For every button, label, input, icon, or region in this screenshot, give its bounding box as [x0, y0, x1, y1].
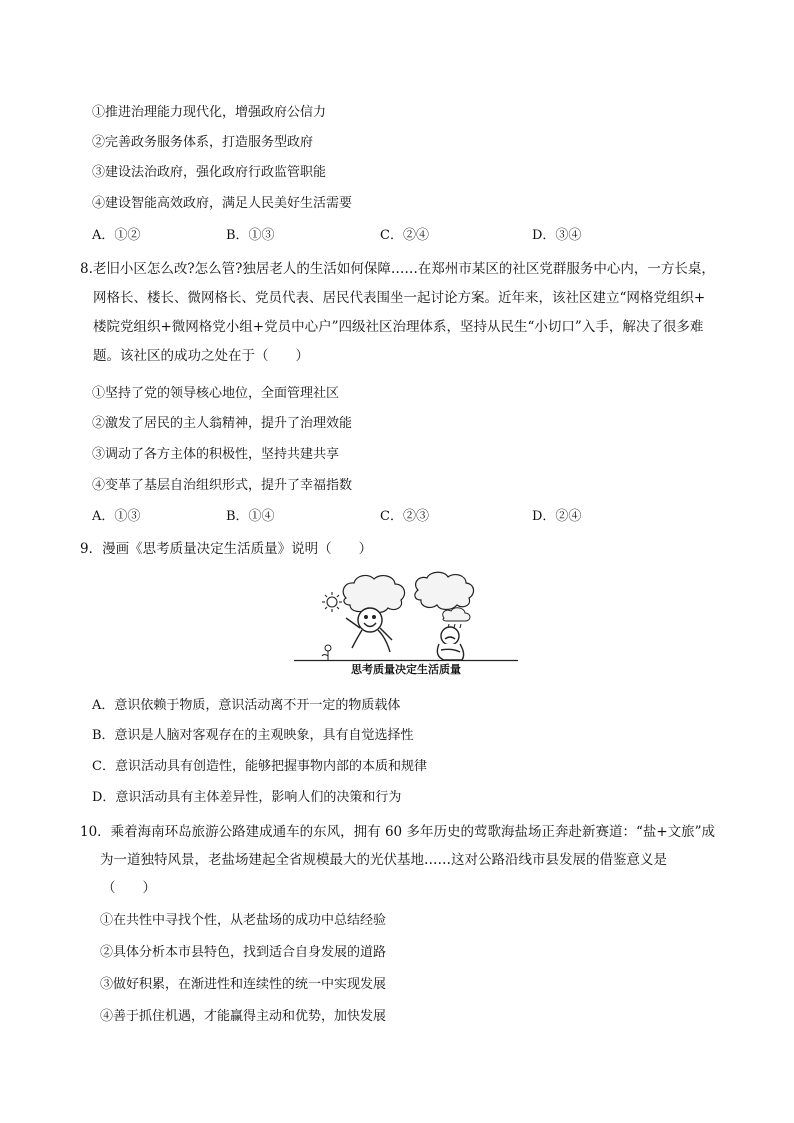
- right-cloud-icon: [415, 572, 474, 609]
- q8-option-b[interactable]: B．①④: [226, 509, 275, 524]
- q8-stem-line-4: 题。该社区的成功之处在于（ ）: [93, 348, 309, 364]
- sad-person-icon: [437, 627, 463, 660]
- q7-statement-3: ③建设法治政府，强化政府行政监管职能: [92, 165, 327, 180]
- rain-cloud-icon: [443, 608, 470, 628]
- q8-statement-4: ④变革了基层自治组织形式，提升了幸福指数: [92, 478, 353, 493]
- q8-stem-line-2: 网格长、楼长、微网格长、党员代表、居民代表围坐一起讨论方案。近年来，该社区建立“网格党组织+: [93, 290, 706, 306]
- q9-option-a[interactable]: A．意识依赖于物质，意识活动离不开一定的物质载体: [92, 698, 401, 713]
- q9-option-c[interactable]: C．意识活动具有创造性，能够把握事物内部的本质和规律: [92, 759, 427, 774]
- q7-option-d[interactable]: D．③④: [532, 228, 582, 243]
- left-cloud-icon: [343, 576, 404, 613]
- sun-icon: [322, 592, 342, 612]
- q10-statement-1: ①在共性中寻找个性，从老盐场的成功中总结经验: [100, 913, 387, 928]
- q8-options: [92, 508, 612, 526]
- q10-stem-line-1: 10．乘着海南环岛旅游公路建成通车的东风，拥有 60 多年历史的莺歌海盐场正奔赴新赛道：“盐+文旅”成: [80, 824, 716, 840]
- q8-statement-2: ②激发了居民的主人翁精神，提升了治理效能: [92, 416, 353, 431]
- q8-option-a[interactable]: A．①③: [92, 509, 141, 524]
- q7-option-b[interactable]: B．①③: [226, 228, 275, 243]
- q8-option-d[interactable]: D．②④: [532, 509, 582, 524]
- flower-icon: [322, 645, 331, 660]
- q7-options: [92, 227, 612, 245]
- q10-stem: [80, 818, 715, 902]
- q8-statement-1: ①坚持了党的领导核心地位，全面管理社区: [92, 386, 340, 401]
- figure-caption: 思考质量决定生活质量: [351, 663, 461, 676]
- q8-option-c[interactable]: C．②③: [380, 509, 429, 524]
- q7-statement-2: ②完善政务服务体系，打造服务型政府: [92, 135, 314, 150]
- q10-stem-line-3: （ ）: [102, 880, 156, 896]
- q7-option-a[interactable]: A．①②: [92, 228, 141, 243]
- q10-statement-3: ③做好积累，在渐进性和连续性的统一中实现发展: [100, 977, 387, 992]
- q7-statement-1: ①推进治理能力现代化，增强政府公信力: [92, 105, 327, 120]
- cartoon-illustration: [294, 570, 518, 662]
- q8-statement-3: ③调动了各方主体的积极性，坚持共建共享: [92, 447, 340, 462]
- q8-stem: [80, 255, 715, 371]
- q9-option-d[interactable]: D．意识活动具有主体差异性，影响人们的决策和行为: [92, 790, 402, 805]
- q10-statement-4: ④善于抓住机遇，才能赢得主动和优势，加快发展: [100, 1009, 387, 1024]
- q10-stem-line-2: 为一道独特风景，老盐场建起全省规模最大的光伏基地……这对公路沿线市县发展的借鉴意义是: [100, 852, 667, 868]
- q8-stem-line-1: 8.老旧小区怎么改?怎么管?独居老人的生活如何保障……在郑州市某区的社区党群服务中心内，一方长桌，: [80, 261, 715, 277]
- q7-option-c[interactable]: C．②④: [380, 228, 429, 243]
- q10-statement-2: ②具体分析本市县特色，找到适合自身发展的道路: [100, 945, 387, 960]
- q7-statement-4: ④建设智能高效政府，满足人民美好生活需要: [92, 196, 353, 211]
- q8-stem-line-3: 楼院党组织+微网格党小组+党员中心户”四级社区治理体系，坚持从民生“小切口”入手，解决了很多难: [93, 319, 704, 335]
- happy-person-icon: [346, 608, 392, 652]
- q9-stem: 9．漫画《思考质量决定生活质量》说明（ ）: [80, 541, 373, 557]
- q9-option-b[interactable]: B．意识是人脑对客观存在的主观映象，具有自觉选择性: [92, 728, 414, 743]
- cartoon-figure: [294, 570, 518, 682]
